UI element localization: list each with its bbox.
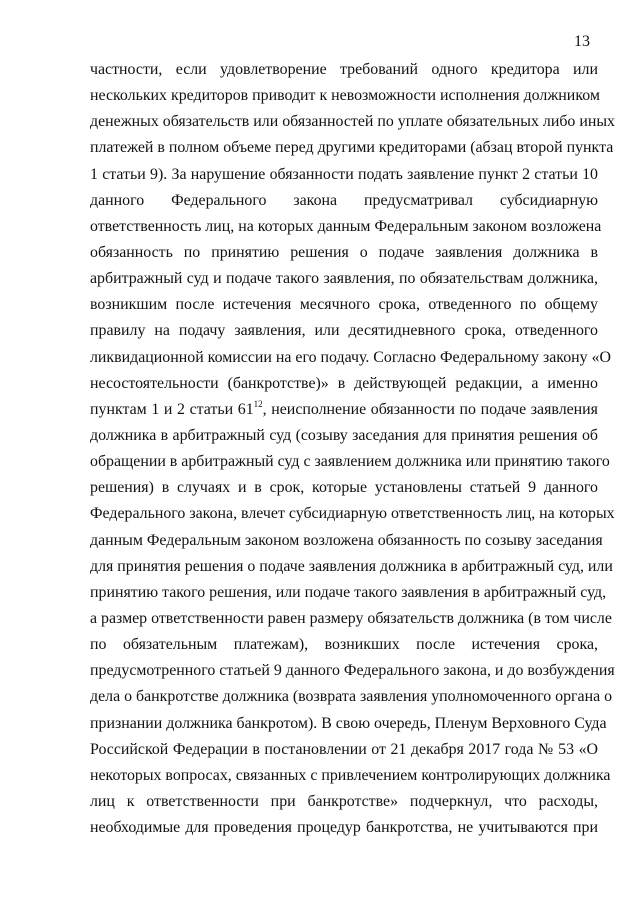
- text-line: должника в арбитражный суд (созыву заседания для принятия решения об: [90, 426, 598, 444]
- footnote-reference[interactable]: 12: [253, 398, 263, 409]
- text-line: ликвидационной комиссии на его подачу. Согласно Федеральному закону «О: [90, 348, 612, 366]
- text-line-head: пунктам 1 и 2 статьи 61: [90, 400, 254, 418]
- text-line: некоторых вопросах, связанных с привлечением контролирующих должника: [90, 766, 611, 784]
- text-line: платежей в полном объеме перед другими кредиторами (абзац второй пункта: [90, 139, 614, 157]
- text-line: необходимые для проведения процедур банкротства, не учитываются при: [90, 819, 598, 837]
- text-line: Федерального закона, влечет субсидиарную ответственность лиц, на которых: [90, 505, 615, 523]
- body-paragraph: [90, 57, 615, 841]
- text-line: обязанность по принятию решения о подаче заявления должника в: [90, 243, 598, 261]
- page-number: 13: [574, 33, 590, 50]
- text-line: нескольких кредиторов приводит к невозможности исполнения должником: [90, 87, 600, 105]
- text-line: решения) в случаях и в срок, которые установлены статьей 9 данного: [90, 479, 598, 497]
- text-line: по обязательным платежам), возникших после истечения срока,: [90, 636, 598, 654]
- text-line: арбитражный суд и подаче такого заявления, по обязательствам должника,: [90, 270, 598, 288]
- text-line: денежных обязательств или обязанностей по уплате обязательных либо иных: [90, 113, 615, 131]
- text-line: данного Федерального закона предусматривал субсидиарную: [90, 191, 598, 209]
- text-line: дела о банкротстве должника (возврата заявления уполномоченного органа о: [90, 688, 613, 706]
- text-line: данным Федеральным законом возложена обязанность по созыву заседания: [90, 531, 603, 549]
- text-line: обращении в арбитражный суд с заявлением должника или принятию такого: [90, 453, 610, 471]
- text-line: несостоятельности (банкротстве)» в действующей редакции, а именно: [90, 374, 598, 392]
- text-line: признании должника банкротом). В свою очередь, Пленум Верховного Суда: [90, 714, 607, 732]
- text-line: принятию такого решения, или подаче такого заявления в арбитражный суд,: [90, 583, 607, 601]
- text-line: лиц к ответственности при банкротстве» подчеркнул, что расходы,: [90, 792, 598, 810]
- text-line: Российской Федерации в постановлении от 21 декабря 2017 года № 53 «О: [90, 740, 598, 758]
- text-line: частности, если удовлетворение требований одного кредитора или: [90, 61, 598, 78]
- text-line: правилу на подачу заявления, или десятидневного срока, отведенного: [90, 322, 598, 340]
- text-line: 1 статьи 9). За нарушение обязанности подать заявление пункт 2 статьи 10: [90, 165, 598, 183]
- text-line-tail: , неисполнение обязанности по подаче заявления: [262, 400, 598, 418]
- text-line: возникшим после истечения месячного срока, отведенного по общему: [90, 296, 598, 314]
- text-line: а размер ответственности равен размеру обязательств должника (в том числе: [90, 609, 612, 627]
- text-line: для принятия решения о подаче заявления должника в арбитражный суд, или: [90, 557, 613, 575]
- text-line-with-footnote: [90, 397, 598, 423]
- text-line: предусмотренного статьей 9 данного Федерального закона, и до возбуждения: [90, 662, 615, 680]
- text-line: ответственность лиц, на которых данным Федеральным законом возложена: [90, 217, 602, 235]
